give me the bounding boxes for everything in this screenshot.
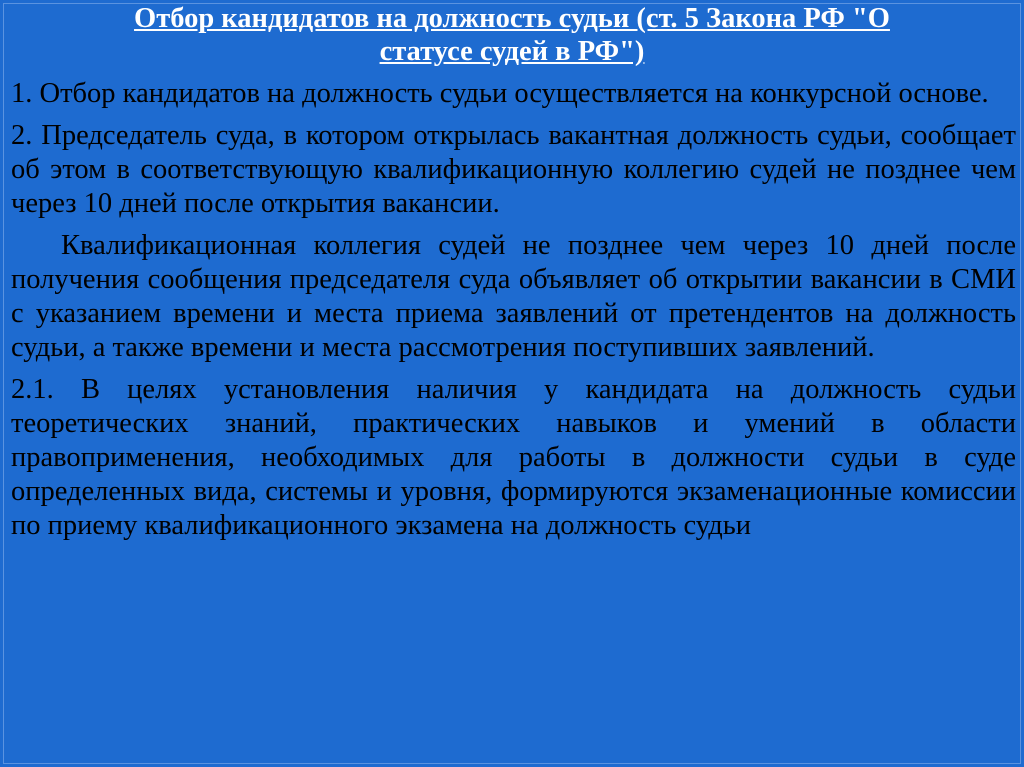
- slide-title: [0, 2, 1024, 68]
- paragraph-3: Квалификационная коллегия судей не позднее чем через 10 дней после получения сообщения председателя суда объявляет об открытии вакансии в СМИ с указанием времени и места приема заявлений от претендентов на должность судьи, а также времени и места рассмотрения поступивших заявлений.: [11, 230, 1016, 363]
- title-line-1: Отбор кандидатов на должность судьи (ст. 5 Закона РФ "О: [134, 3, 890, 34]
- title-line-2: статусе судей в РФ"): [379, 36, 645, 67]
- slide-body: [11, 77, 1016, 551]
- paragraph-4: 2.1. В целях установления наличия у кандидата на должность судьи теоретических знаний, практических навыков и умений в области правоприменения, необходимых для работы в должности судьи в суде определенных вида, системы и уровня, формируются экзаменационные комиссии по приему квалификационного экзамена на должность судьи: [11, 374, 1016, 541]
- paragraph-2: 2. Председатель суда, в котором открылась вакантная должность судьи, сообщает об этом в соответствующую квалификационную коллегию судей не позднее чем через 10 дней после открытия вакансии.: [11, 120, 1016, 219]
- paragraph-1: 1. Отбор кандидатов на должность судьи осуществляется на конкурсной основе.: [11, 78, 989, 109]
